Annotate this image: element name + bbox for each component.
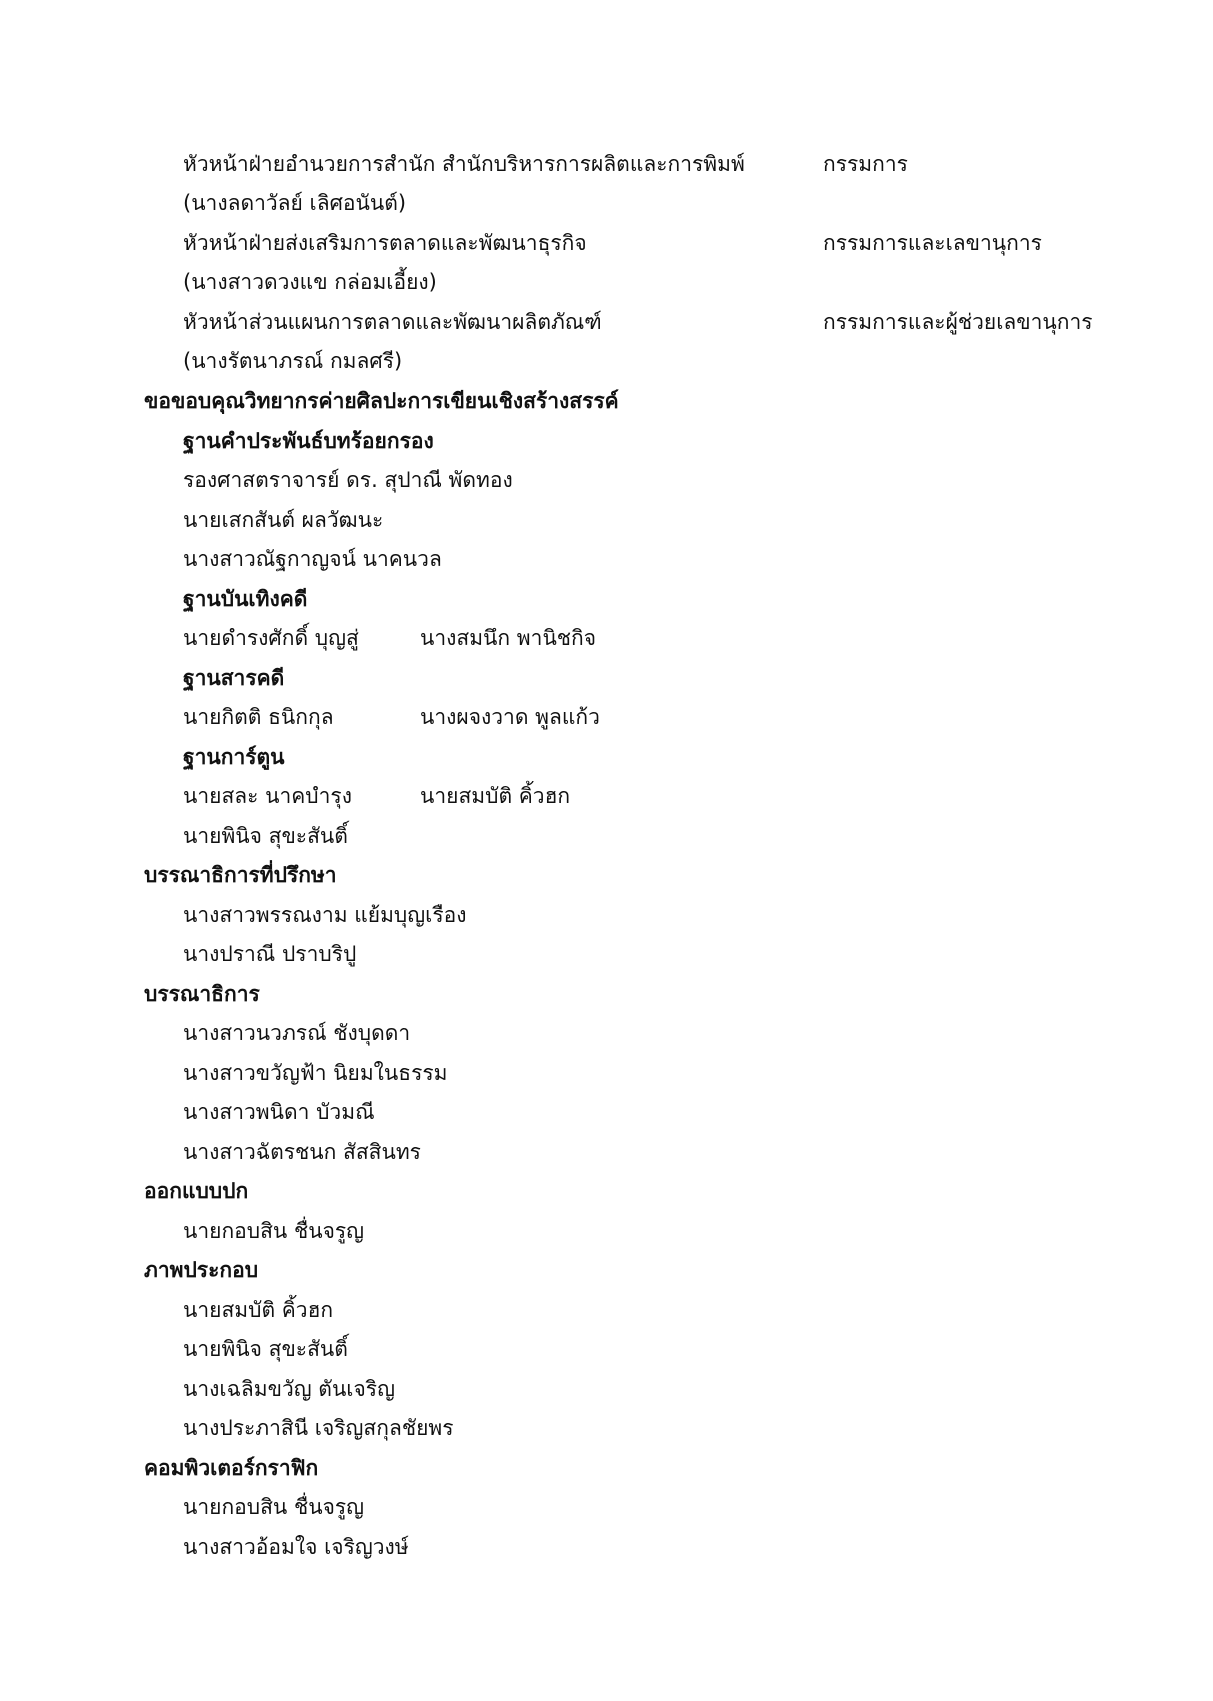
- illustrator-name-1: นายสมบัติ คิ้วฮก: [183, 1298, 334, 1322]
- editor-name-4: นางสาวฉัตรชนก สัสสินทร: [183, 1140, 421, 1164]
- committee-title-2: หัวหน้าฝ่ายส่งเสริมการตลาดและพัฒนาธุรกิจ: [183, 231, 587, 255]
- nonfiction-name-2: นางผจงวาด พูลแก้ว: [420, 705, 600, 729]
- editors-heading: บรรณาธิการ: [144, 982, 260, 1006]
- fiction-name-1: นายดำรงศักดิ์ บุญสู่: [183, 626, 359, 650]
- nonfiction-heading: ฐานสารคดี: [183, 666, 285, 690]
- illustrator-name-4: นางประภาสินี เจริญสกุลชัยพร: [183, 1416, 454, 1440]
- committee-name-3: (นางรัตนาภรณ์ กมลศรี): [183, 349, 403, 373]
- advisor-name-2: นางปราณี ปราบริปู: [183, 942, 357, 966]
- cartoon-name-1: นายสละ นาคบำรุง: [183, 784, 352, 808]
- fiction-heading: ฐานบันเทิงคดี: [183, 587, 308, 611]
- graphics-name-2: นางสาวอ้อมใจ เจริญวงษ์: [183, 1535, 409, 1559]
- committee-name-1: (นางลดาวัลย์ เลิศอนันต์): [183, 191, 407, 215]
- advisor-name-1: นางสาวพรรณงาม แย้มบุญเรือง: [183, 903, 467, 927]
- speakers-heading: ขอขอบคุณวิทยากรค่ายศิลปะการเขียนเชิงสร้างสรรค์: [144, 389, 619, 413]
- illustrator-name-2: นายพินิจ สุขะสันติ์: [183, 1337, 348, 1361]
- graphics-heading: คอมพิวเตอร์กราฟิก: [144, 1456, 319, 1480]
- committee-role-2: กรรมการและเลขานุการ: [823, 231, 1042, 255]
- illustrations-heading: ภาพประกอบ: [144, 1258, 259, 1282]
- cartoon-name-3: นายพินิจ สุขะสันติ์: [183, 824, 348, 848]
- committee-role-3: กรรมการและผู้ช่วยเลขานุการ: [823, 310, 1093, 334]
- editor-name-3: นางสาวพนิดา บัวมณี: [183, 1100, 375, 1124]
- cartoon-heading: ฐานการ์ตูน: [183, 745, 285, 769]
- poetry-name-2: นายเสกสันต์ ผลวัฒนะ: [183, 508, 384, 532]
- poetry-name-3: นางสาวณัฐกาญจน์ นาคนวล: [183, 547, 442, 571]
- committee-title-1: หัวหน้าฝ่ายอำนวยการสำนัก สำนักบริหารการผลิตและการพิมพ์: [183, 152, 745, 176]
- cartoon-name-2: นายสมบัติ คิ้วฮก: [420, 784, 571, 808]
- graphics-name-1: นายกอบสิน ชื่นจรูญ: [183, 1495, 365, 1519]
- committee-title-3: หัวหน้าส่วนแผนการตลาดและพัฒนาผลิตภัณฑ์: [183, 310, 602, 334]
- advisors-heading: บรรณาธิการที่ปรึกษา: [144, 863, 337, 887]
- poetry-name-1: รองศาสตราจารย์ ดร. สุปาณี พัดทอง: [183, 468, 513, 492]
- cover-design-heading: ออกแบบปก: [144, 1179, 249, 1203]
- nonfiction-name-1: นายกิตติ ธนิกกุล: [183, 705, 334, 729]
- editor-name-2: นางสาวขวัญฟ้า นิยมในธรรม: [183, 1061, 448, 1085]
- illustrator-name-3: นางเฉลิมขวัญ ตันเจริญ: [183, 1377, 395, 1401]
- committee-role-1: กรรมการ: [823, 152, 908, 176]
- editor-name-1: นางสาวนวภรณ์ ชังบุดดา: [183, 1021, 411, 1045]
- fiction-name-2: นางสมนึก พานิชกิจ: [420, 626, 597, 650]
- poetry-heading: ฐานคำประพันธ์บทร้อยกรอง: [183, 429, 434, 453]
- committee-name-2: (นางสาวดวงแข กล่อมเอี้ยง): [183, 270, 437, 294]
- cover-designer-name: นายกอบสิน ชื่นจรูญ: [183, 1219, 365, 1243]
